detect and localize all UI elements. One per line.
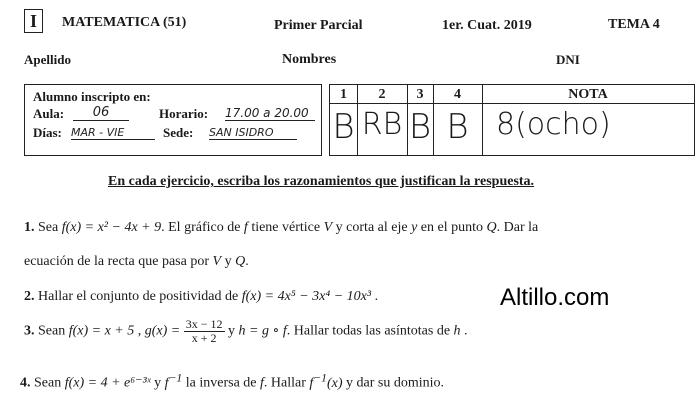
grade-table (329, 84, 695, 156)
instruction: En cada ejercicio, escriba los razonamientos que justifican la respuesta. (108, 174, 535, 189)
aula-value: 06 (73, 105, 129, 121)
exercise-3-number: 3. (24, 323, 35, 339)
dias-label: Días: (33, 125, 62, 140)
grade-header-3: 3 (416, 87, 424, 102)
exercise-4-number: 4. (20, 375, 31, 391)
exercise-2: 2. Hallar el conjunto de positividad de f(x) = 4x⁵ − 3x⁴ − 10x³ . (24, 289, 379, 304)
dias-value: MAR - VIE (71, 126, 155, 140)
exercise-1-line-2: ecuación de la recta que pasa por V y Q. (24, 254, 249, 269)
exercise-4: 4. Sean f(x) = 4 + e⁶⁻³ˣ y $f^{-1}$ la inversa de f. Hallar $f^{-1}(x)$ y dar su dominio. (20, 371, 445, 391)
exercise-2-function: f(x) = 4x⁵ − 3x⁴ − 10x³ (241, 289, 372, 304)
aula-label: Aula: (33, 106, 65, 121)
student-box-title: Alumno inscripto en: (33, 89, 151, 104)
grade-value-4: B (446, 107, 469, 147)
exam-title: Primer Parcial (274, 18, 363, 33)
grade-header-1: 1 (340, 87, 347, 102)
exercise-1-function: f(x) = x² − 4x + 9 (61, 220, 162, 235)
dni-label: DNI (556, 52, 580, 67)
grade-header-nota: NOTA (568, 87, 608, 102)
sede-label: Sede: (163, 125, 194, 140)
nombres-label: Nombres (282, 52, 337, 67)
exercise-2-number: 2. (24, 289, 35, 304)
apellido-label: Apellido (24, 52, 71, 67)
term-label: 1er. Cuat. 2019 (442, 18, 532, 33)
exercise-3: 3. Sean f(x) = x + 5 , g(x) = $\frac{3x - 12}{x + 2}$ y h = g ∘ f. Hallar todas las asíntotas de h . (24, 317, 468, 345)
exercise-3-fraction: $\frac{3x - 12}{x + 2}$ (185, 317, 223, 345)
grade-value-3: B (408, 107, 432, 147)
student-info-box (24, 84, 322, 156)
sede-value: SAN ISIDRO (209, 126, 297, 140)
watermark-text: Altillo.com (500, 284, 610, 311)
tema-mark: I (24, 9, 43, 33)
horario-label: Horario: (159, 106, 209, 121)
grade-header-2: 2 (378, 87, 386, 102)
grade-value-1: B (332, 107, 355, 147)
tema-label: TEMA 4 (608, 17, 660, 32)
grade-value-nota: 8(ocho) (496, 107, 611, 142)
course-title: MATEMATICA (51) (62, 15, 187, 30)
grade-header-4: 4 (454, 87, 461, 102)
exercise-1-number: 1. (24, 220, 35, 235)
exercise-1: 1. Sea f(x) = x² − 4x + 9. El gráfico de f tiene vértice V y corta al eje y en el punto Q. Dar la (24, 220, 539, 235)
horario-value: 17.00 a 20.00 (225, 106, 315, 121)
grade-value-2: RB (361, 107, 403, 142)
